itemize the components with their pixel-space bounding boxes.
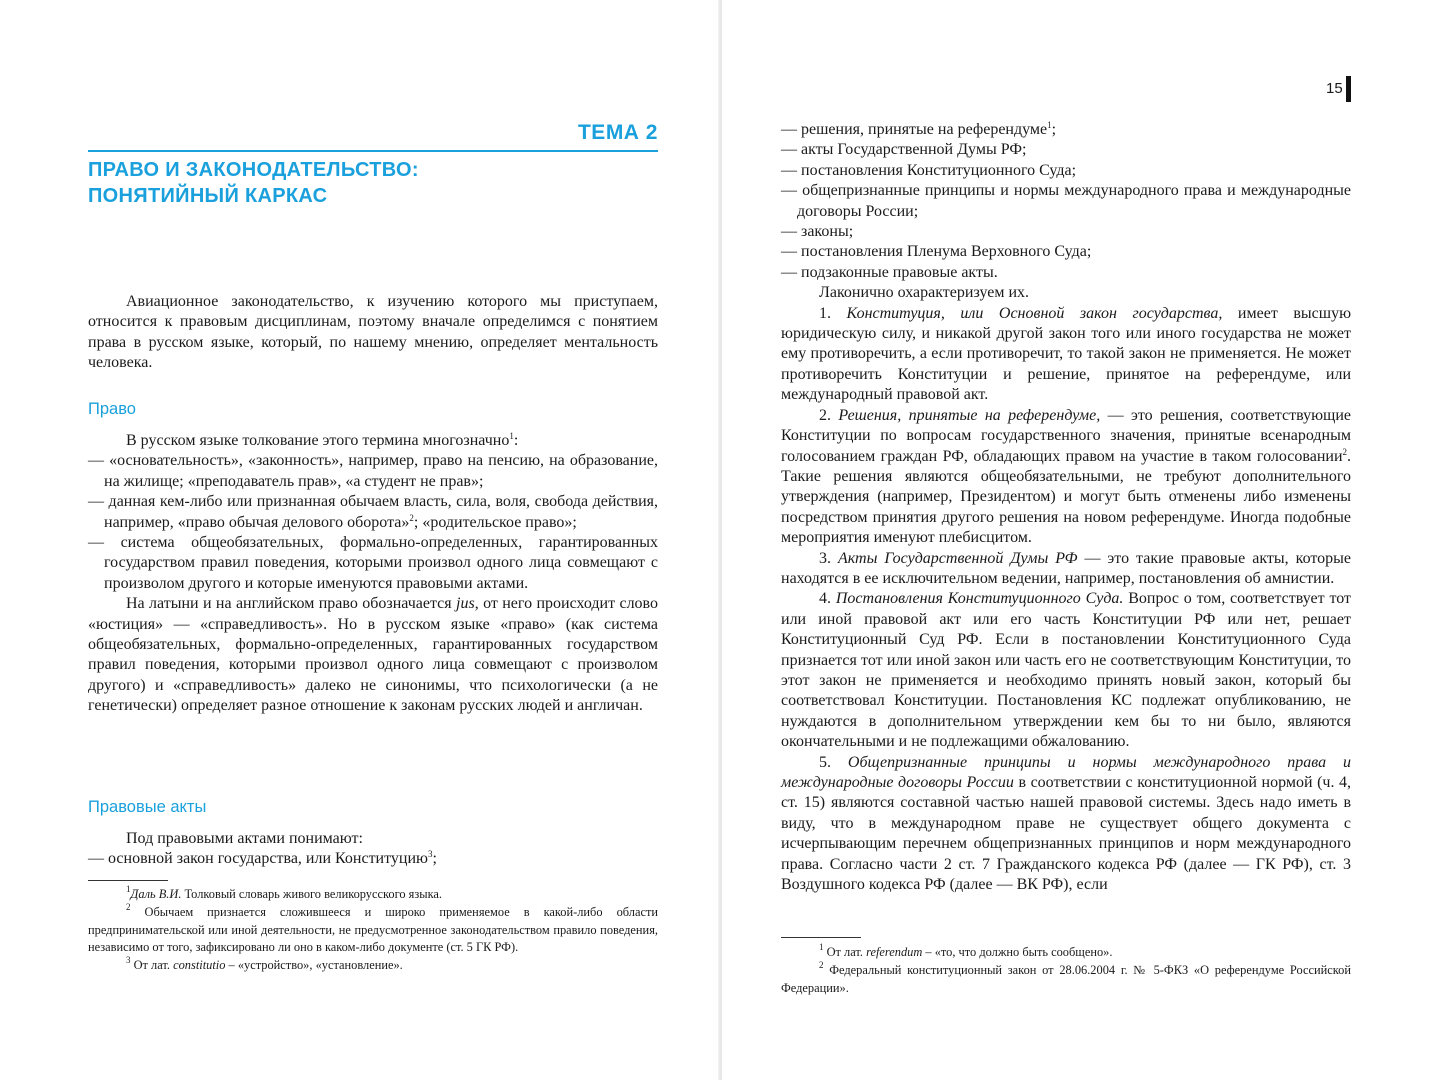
list-item: — законы; [781, 223, 854, 241]
page-number: 15 [1326, 80, 1343, 97]
paragraph: 5. Общепризнанные принципы и нормы международного права и международные договоры России в соответствии с конституционной нормой (ч. 4, ст. 15) являются составной частью нашей правовой системы. Здесь надо иметь в виду, что в международном праве не существует общего документа с исчерпывающим перечнем общепризнанных принципов и норм международного права. Согласно части 2 ст. 7 Гражданского кодекса РФ (далее — ГК РФ), ст. 3 Воздушного кодекса РФ (далее — ВК РФ), если [781, 753, 1352, 894]
list-item: — данная кем-либо или признанная обычаем власть, сила, воля, свобода действия, например, «право обычая делового оборота»$^2$; «родительское право»; [88, 493, 658, 531]
intro-paragraph: Авиационное законодательство, к изучению которого мы приступаем, относится к правовым дисциплинам, поэтому вначале определимся с понятием права в русском языке, который, по нашему мнению, определяет ментальность человека. [88, 293, 658, 372]
list-item: — акты Государственной Думы РФ; [781, 141, 1027, 159]
right-page-body [781, 120, 1351, 895]
section-heading-pravo: Право [88, 400, 136, 418]
footnote: $^2$ Обычаем признается сложившееся и широко применяемое в какой-либо области предпринимательской или иной деятельности, не предусмотренное законодательством правило поведения, независимо от того, зафиксировано ли оно в каком-либо документе (ст. 5 ГК РФ). [88, 901, 658, 955]
footnote-ref: 1 [1047, 120, 1052, 130]
paragraph: В русском языке толкование этого термина многозначно$^1$: [126, 431, 519, 449]
list-item: — «основательность», «законность», например, право на пенсию, на образование, на жилище; «преподаватель прав», «а студент не прав»; [88, 452, 658, 490]
paragraph: Лаконично охарактеризуем их. [819, 284, 1030, 302]
footnote-ref: 3 [427, 849, 433, 860]
section-akty-body [88, 829, 658, 870]
chapter-title-line2: ПОНЯТИЙНЫЙ КАРКАС [88, 185, 328, 207]
footnote: $^2$ Федеральный конституционный закон от 28.06.2004 г. № 5-ФКЗ «О референдуме Российской Федерации». [781, 959, 1351, 995]
list-item: — постановления Пленума Верховного Суда; [781, 243, 1092, 261]
footnote-ref: 1 [509, 431, 514, 441]
list-item: — основной закон государства, или Конституцию$^3$; [88, 849, 437, 868]
left-page [0, 0, 720, 1080]
chapter-title [88, 157, 658, 209]
footnote-separator-right [781, 937, 861, 938]
paragraph: 4. Постановления Конституционного Суда. Вопрос о том, соответствует тот или иной правовой акт или его часть Конституции РФ или нет, решает Конституционный Суд РФ. Если в постановлении Конституционного Суда признается тот или иной закон или часть его не соответствующим Конституции, то этот закон не применяется и необходимо принять новый закон, который бы соответствовал Конституции. Постановления КС подлежат опубликованию, не нуждаются в дополнительном утверждении кем бы то ни было, являются окончательными и не подлежащими обжалованию. [781, 590, 1352, 751]
list-item: — система общеобязательных, формально-определенных, гарантированных государством правил поведения, которыми произвол одного лица совмещают с произволом другого и которые именуются правовыми актами. [88, 534, 658, 592]
footnote: $^1$Даль В.И. Толковый словарь живого великорусского языка. [126, 884, 443, 901]
list-item: — постановления Конституционного Суда; [781, 161, 1077, 179]
footnote-ref: 2 [409, 512, 414, 523]
chapter-title-line1: ПРАВО И ЗАКОНОДАТЕЛЬСТВО: [88, 159, 419, 181]
list-item: — решения, принятые на референдуме$^1$; [781, 120, 1057, 138]
paragraph: 1. Конституция, или Основной закон государства, имеет высшую юридическую силу, и никакой другой закон того или иного государства не может ему противоречить, а если противоречит, то такой закон не применяется. Не может противоречить Конституции и решение, принятое на референдуме, или международный правовой акт. [781, 304, 1352, 404]
list-item: — подзаконные правовые акты. [781, 263, 998, 281]
paragraph: 3. Акты Государственной Думы РФ — это такие правовые акты, которые находятся в ее исключительном ведении, например, постановления об амнистии. [781, 549, 1352, 587]
section-pravo-body [88, 431, 658, 717]
footnotes [88, 886, 658, 975]
topic-underline [88, 150, 658, 152]
section-heading-pravovye-akty: Правовые акты [88, 798, 207, 816]
paragraph: Под правовыми актами понимают: [126, 830, 363, 847]
footnote-ref: 2 [1342, 446, 1347, 457]
footnote-separator [88, 880, 168, 881]
topic-label: ТЕМА 2 [577, 121, 658, 144]
footnote: $^3$ От лат. constitutio – «устройство», «установление». [126, 955, 403, 973]
footnotes-right [781, 944, 1351, 997]
footnote: $^1$ От лат. referendum – «то, что должно быть сообщено». [819, 942, 1113, 959]
paragraph: На латыни и на английском право обозначается jus, от него происходит слово «юстиция» — «справедливость». Но в русском языке «право» (как система общеобязательных, формально-определенных, гарантированных государством правил поведения, которыми произвол одного лица совмещают с произволом другого) и «справедливость» далеко не синонимы, что психологически (а не генетически) определяет разное отношение к законам русских людей и англичан. [88, 595, 659, 715]
paragraph: 2. Решения, принятые на референдуме, — это решения, соответствующие Конституции по вопросам государственного значения, принятые всенародным голосованием граждан РФ, обладающих правом на участие в таком голосовании$^2$. Такие решения являются общеобязательными, не требуют дополнительного утверждения (например, Президентом) и могут быть отменены либо изменены посредством принятия другого решения на новом референдуме. Иногда подобные мероприятия именуют плебисцитом. [781, 406, 1352, 547]
list-item: — общепризнанные принципы и нормы международного права и международные договоры России; [781, 182, 1351, 220]
page-number-bar [1346, 76, 1351, 102]
